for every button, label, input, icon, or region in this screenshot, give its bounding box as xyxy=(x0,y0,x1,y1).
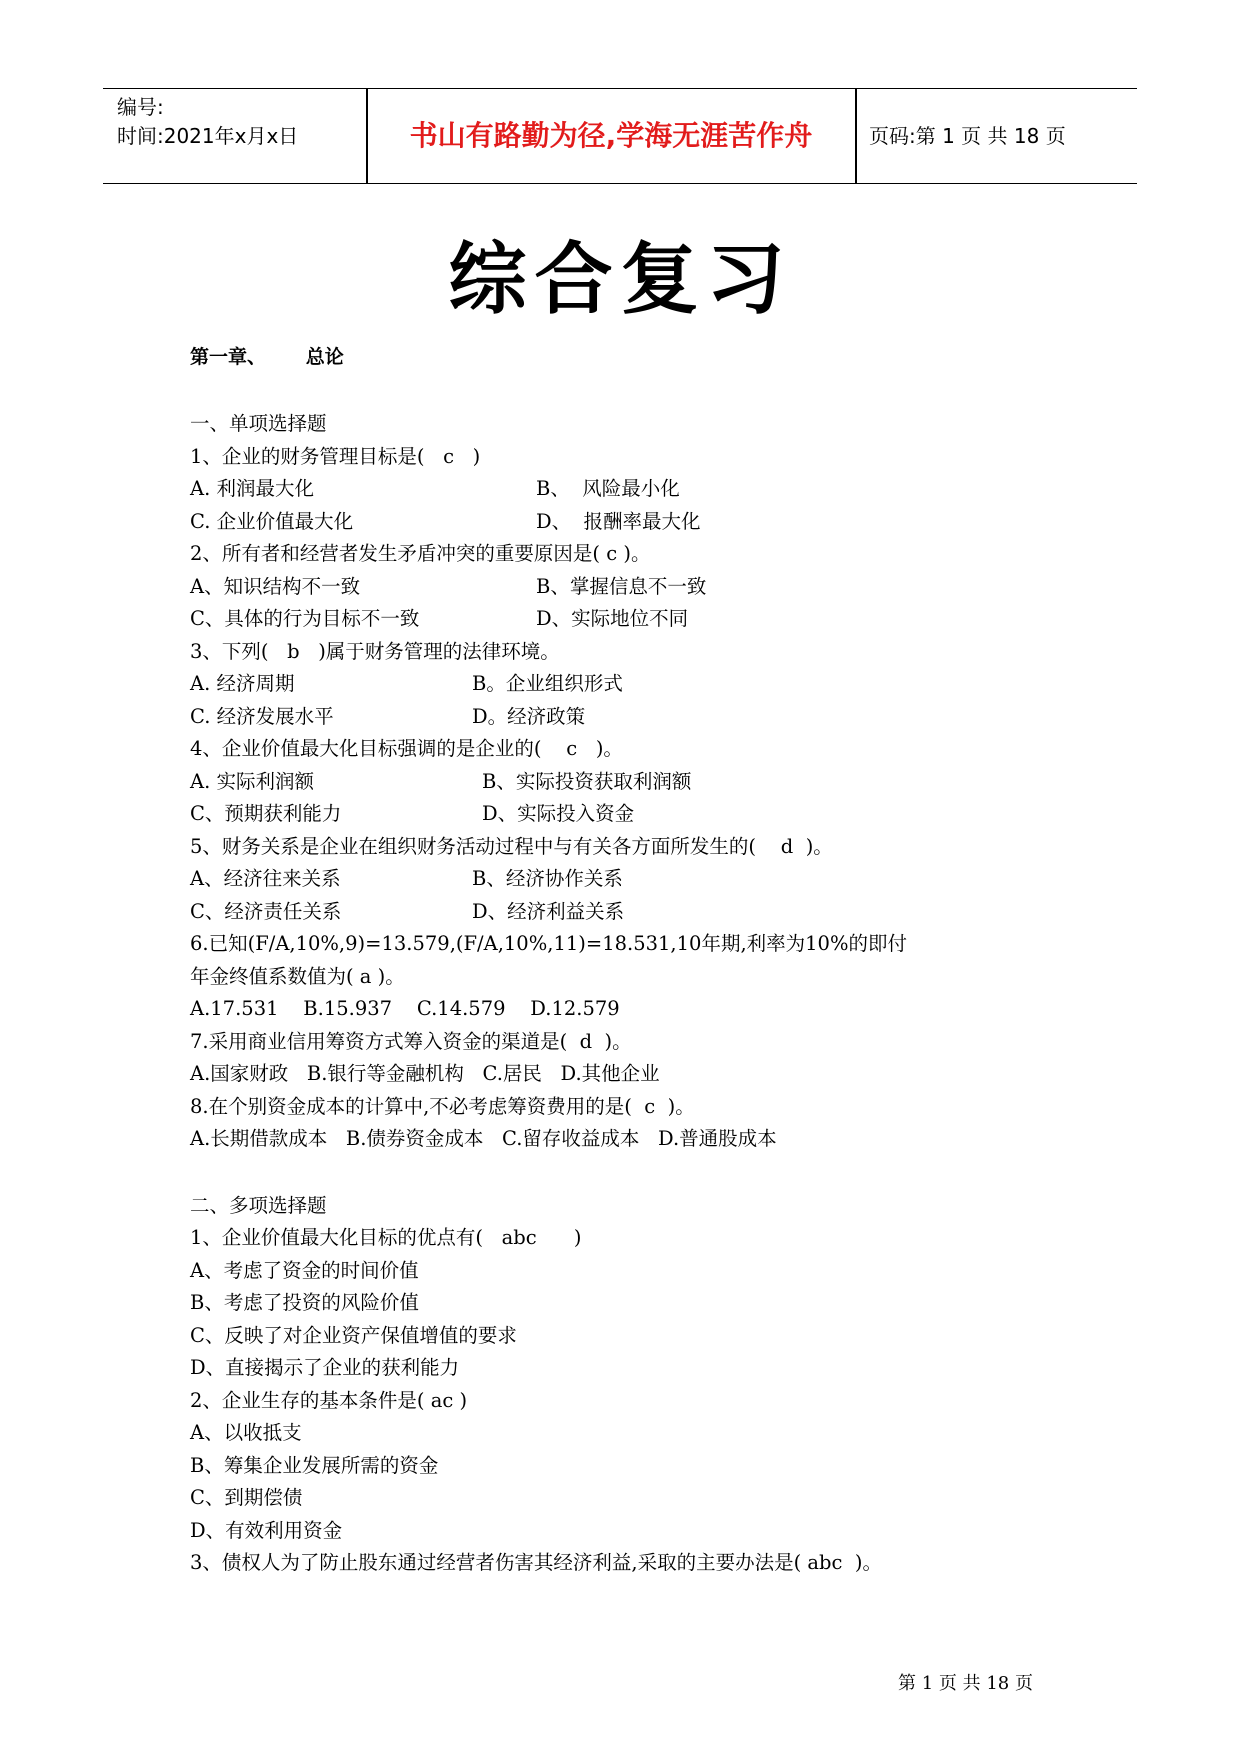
question-stem: 2、所有者和经营者发生矛盾冲突的重要原因是( c )。 xyxy=(190,542,651,565)
option: B、经济协作关系 xyxy=(472,867,623,890)
document-header xyxy=(103,88,1137,184)
option: A、知识结构不一致 xyxy=(190,574,361,598)
number-label: 编号: xyxy=(117,95,164,119)
option-row: A.国家财政 B.银行等金融机构 C.居民 D.其他企业 xyxy=(190,1062,660,1085)
option-row xyxy=(190,863,1090,896)
section-heading: 二、多项选择题 xyxy=(190,1193,327,1217)
question-stem: 4、企业价值最大化目标强调的是企业的( c )。 xyxy=(190,737,623,760)
question-stem-continued: 年金终值系数值为( a )。 xyxy=(190,964,405,988)
option-row xyxy=(190,506,1090,539)
header-motto: 书山有路勤为径,学海无涯苦作舟 xyxy=(409,119,813,152)
option: D。经济政策 xyxy=(472,704,586,728)
option-row xyxy=(190,798,1090,831)
option-row: A.长期借款成本 B.债券资金成本 C.留存收益成本 D.普通股成本 xyxy=(190,1127,777,1150)
option: B、实际投资获取利润额 xyxy=(482,769,692,793)
option-row xyxy=(190,473,1090,506)
option: A、以收抵支 xyxy=(190,1421,302,1444)
option: C. 经济发展水平 xyxy=(190,704,334,728)
question-stem: 3、下列( b )属于财务管理的法律环境。 xyxy=(190,639,560,663)
page-footer: 第 1 页 共 18 页 xyxy=(898,1673,1033,1694)
option: B、掌握信息不一致 xyxy=(536,574,707,598)
question-stem: 1、企业价值最大化目标的优点有( abc ) xyxy=(190,1226,582,1249)
option: D、 报酬率最大化 xyxy=(536,509,701,533)
document-body xyxy=(190,408,1090,1580)
header-divider xyxy=(855,89,857,183)
question-stem: 7.采用商业信用筹资方式筹入资金的渠道是( d )。 xyxy=(190,1029,632,1053)
option: A、考虑了资金的时间价值 xyxy=(190,1258,419,1282)
section-heading: 一、单项选择题 xyxy=(190,412,327,435)
question-stem: 2、企业生存的基本条件是( ac ) xyxy=(190,1388,468,1412)
option: B、考虑了投资的风险价值 xyxy=(190,1291,419,1314)
option: D、实际投入资金 xyxy=(482,802,635,825)
option: B、 风险最小化 xyxy=(536,477,680,500)
option: A. 利润最大化 xyxy=(190,477,314,500)
option-row xyxy=(190,603,1090,636)
option: C. 企业价值最大化 xyxy=(190,509,354,533)
time-label: 时间:2021年x月x日 xyxy=(117,124,299,148)
option-row xyxy=(190,571,1090,604)
document-title: 综合复习 xyxy=(448,234,793,325)
option: C、经济责任关系 xyxy=(190,899,342,923)
option: D、实际地位不同 xyxy=(536,607,689,630)
question-stem: 1、企业的财务管理目标是( c ) xyxy=(190,444,481,468)
question-stem: 6.已知(F/A,10%,9)=13.579,(F/A,10%,11)=18.531,10年期,利率为10%的即付 xyxy=(190,932,907,955)
spacer xyxy=(190,1156,1090,1190)
option: C、到期偿债 xyxy=(190,1486,303,1509)
option-row xyxy=(190,701,1090,734)
header-page-label: 页码:第 1 页 共 18 页 xyxy=(869,124,1066,148)
option: D、有效利用资金 xyxy=(190,1518,343,1542)
option: D、直接揭示了企业的获利能力 xyxy=(190,1356,460,1379)
option: A. 实际利润额 xyxy=(190,769,314,793)
option: C、预期获利能力 xyxy=(190,802,342,825)
chapter-heading: 第一章、 总论 xyxy=(190,346,344,368)
question-stem: 3、债权人为了防止股东通过经营者伤害其经济利益,采取的主要办法是( abc )。 xyxy=(190,1551,882,1574)
option: C、反映了对企业资产保值增值的要求 xyxy=(190,1323,517,1347)
option-row: A.17.531 B.15.937 C.14.579 D.12.579 xyxy=(190,997,620,1020)
option-row xyxy=(190,896,1090,929)
question-stem: 5、财务关系是企业在组织财务活动过程中与有关各方面所发生的( d )。 xyxy=(190,834,833,858)
option: B、筹集企业发展所需的资金 xyxy=(190,1453,439,1477)
option: A. 经济周期 xyxy=(190,672,295,695)
question-stem: 8.在个别资金成本的计算中,不必考虑筹资费用的是( c )。 xyxy=(190,1094,695,1118)
option-row xyxy=(190,668,1090,701)
option: B。企业组织形式 xyxy=(472,672,623,695)
header-meta xyxy=(117,93,298,151)
option: C、具体的行为目标不一致 xyxy=(190,607,420,630)
option: D、经济利益关系 xyxy=(472,899,625,923)
option: A、经济往来关系 xyxy=(190,867,341,890)
option-row xyxy=(190,766,1090,799)
